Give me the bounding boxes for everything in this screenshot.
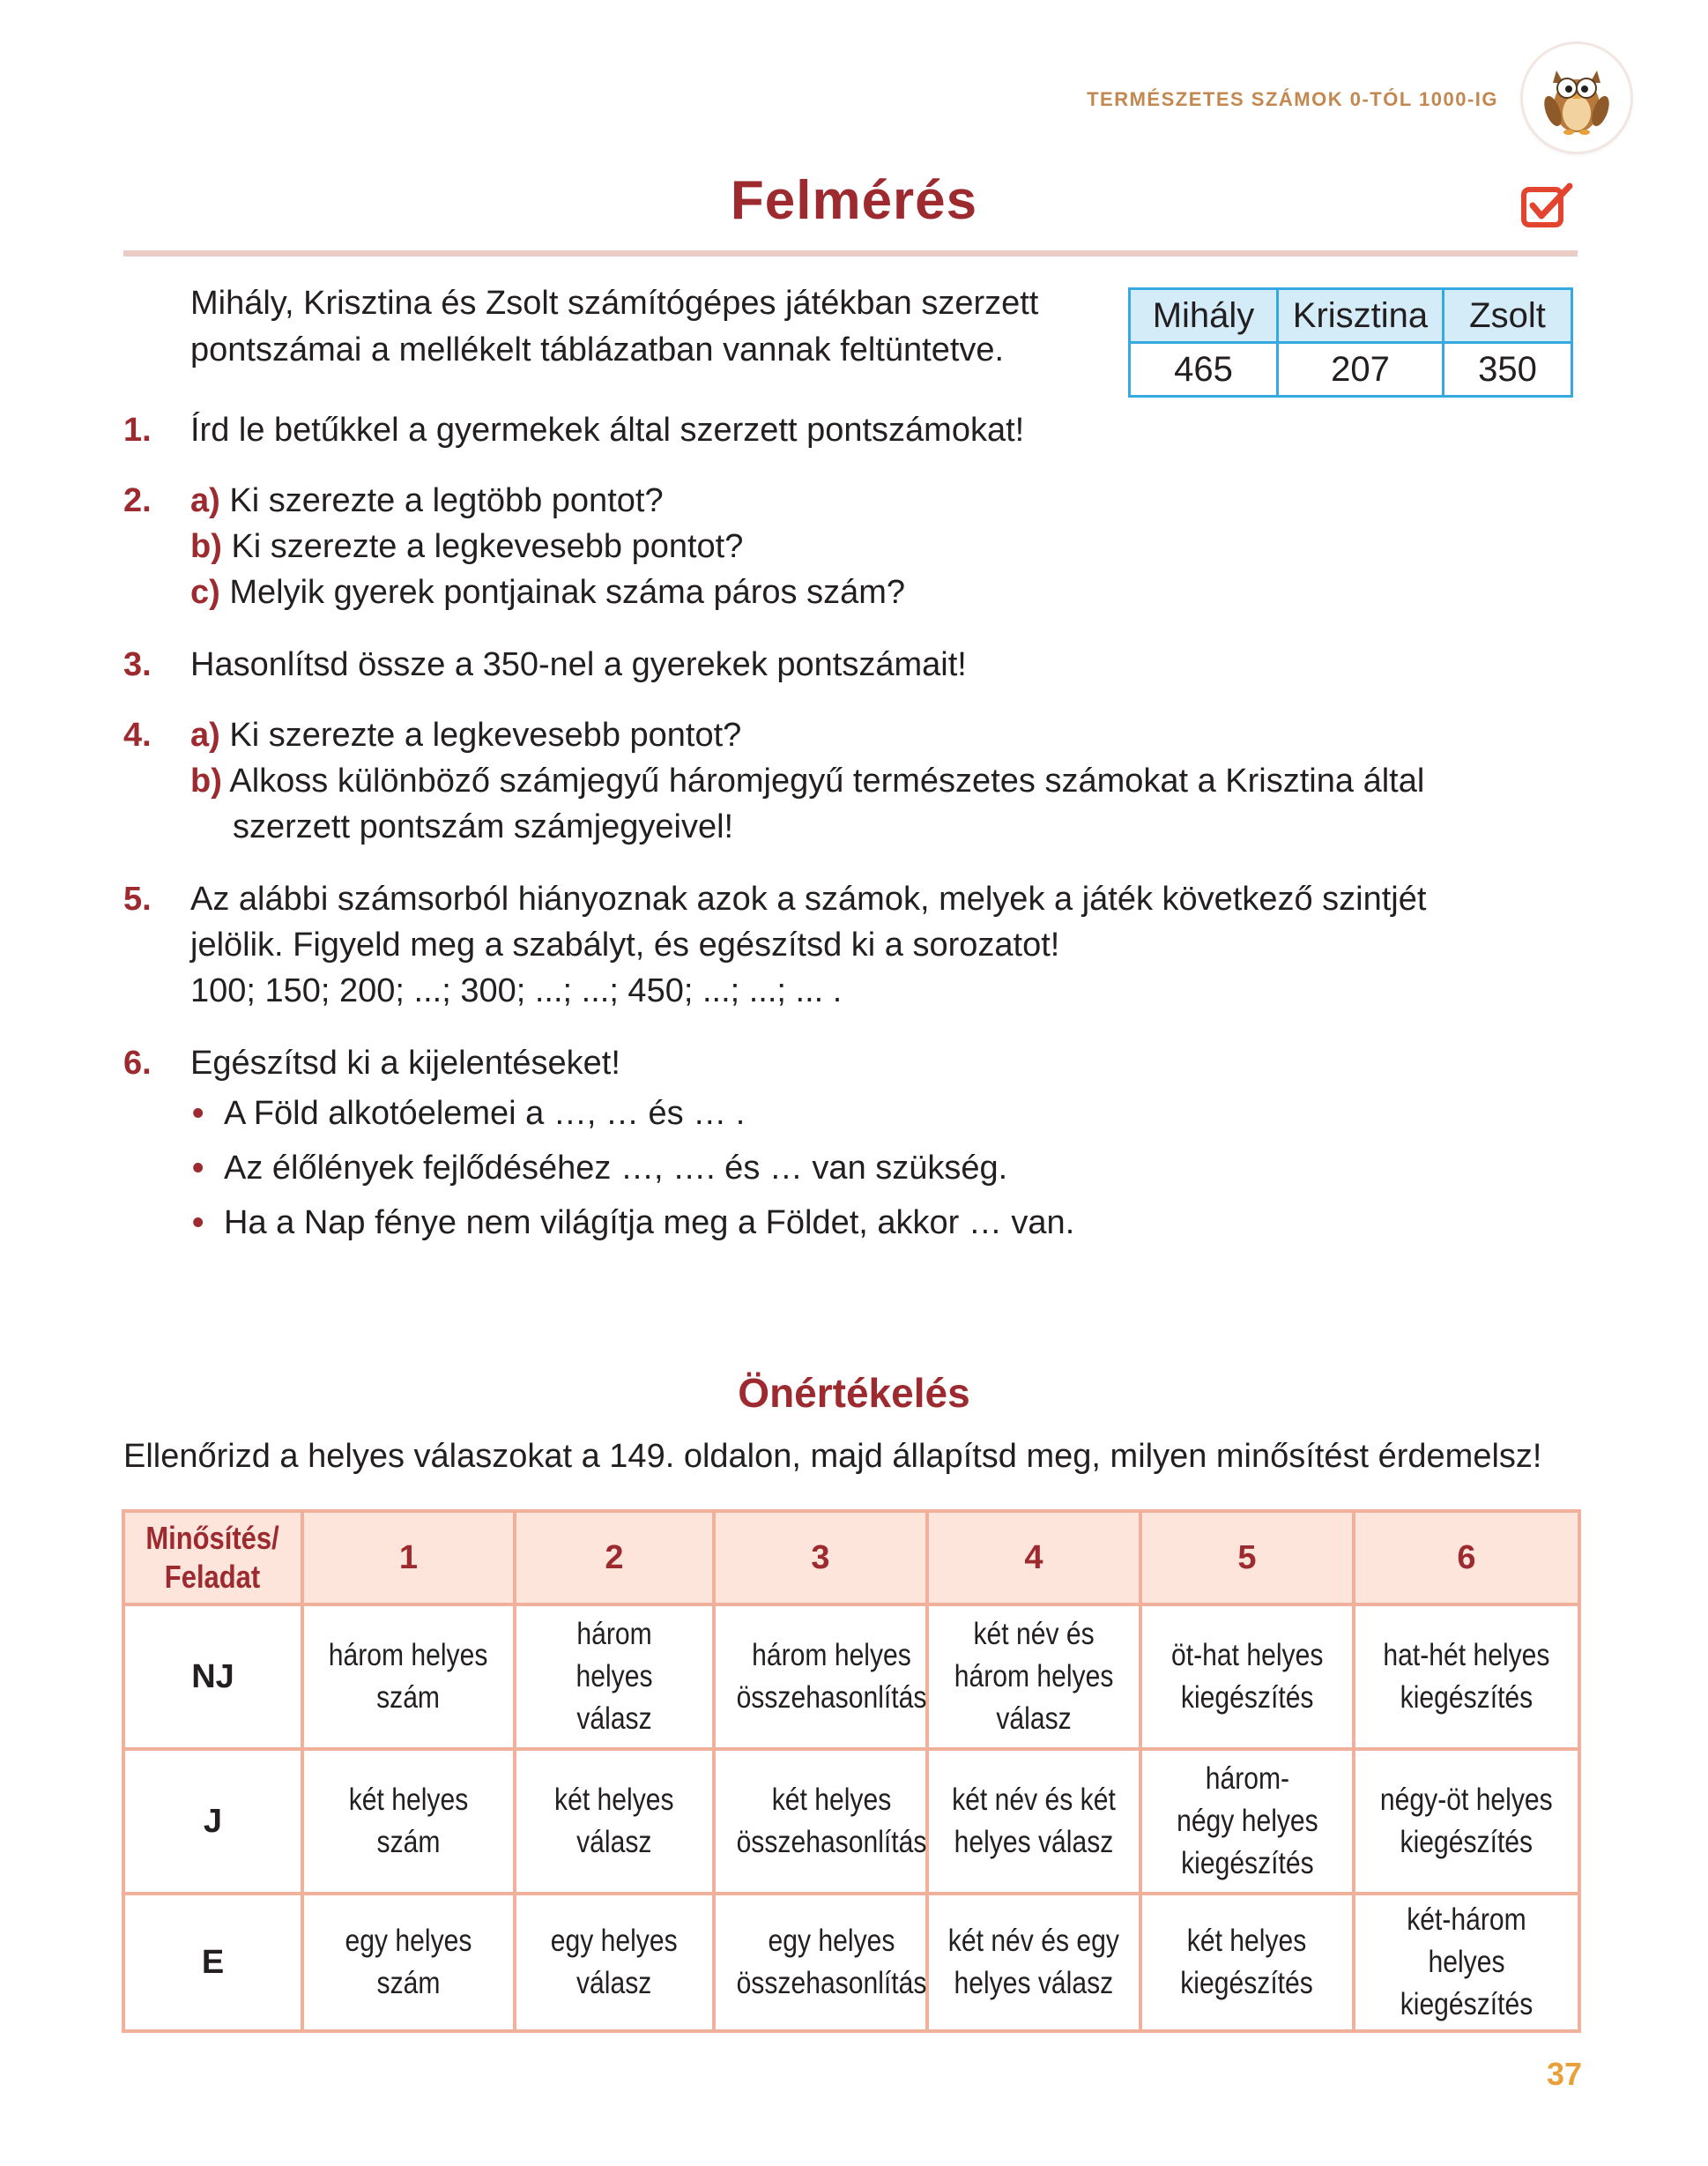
task-text: Egészítsd ki a kijelentéseket!	[190, 1045, 620, 1082]
table-cell: hat-hét helyes kiegészítés	[1354, 1604, 1579, 1749]
column-header: 1	[302, 1511, 515, 1604]
table-cell: három helyes összehasonlítás	[714, 1604, 927, 1749]
table-cell: két helyes kiegészítés	[1140, 1894, 1354, 2031]
score-value-cell: 465	[1130, 343, 1278, 397]
subtask	[190, 524, 1578, 569]
task-text: jelölik. Figyeld meg a szabályt, és egészítsd ki a sorozatot!	[190, 927, 1060, 964]
grade-label: J	[123, 1749, 302, 1894]
bullet-item: • Ha a Nap fénye nem világítja meg a Földet, akkor … van.	[190, 1195, 1578, 1250]
task-number: 6.	[123, 1045, 152, 1082]
grade-label: E	[123, 1894, 302, 2031]
score-value-cell: 350	[1444, 343, 1572, 397]
column-header: 2	[515, 1511, 714, 1604]
subtask-text: Ki szerezte a legtöbb pontot?	[229, 482, 664, 519]
score-table-value-row	[1130, 343, 1572, 397]
subtask-text: szerzett pontszám számjegyeivel!	[233, 808, 734, 845]
assessment-table	[122, 1509, 1581, 2033]
table-cell: egy helyes válasz	[515, 1894, 714, 2031]
subtask-label: b)	[190, 763, 222, 800]
task-2	[123, 478, 1578, 615]
owl-mascot-icon	[1523, 44, 1630, 152]
table-cell: négy-öt helyes kiegészítés	[1354, 1749, 1579, 1894]
page-number: 37	[1546, 2056, 1582, 2092]
subtask	[190, 478, 1578, 524]
table-cell: három helyes válasz	[515, 1604, 714, 1749]
running-head: TERMÉSZETES SZÁMOK 0-TÓL 1000-IG	[1087, 88, 1498, 110]
task-6	[123, 1040, 1578, 1250]
grade-row	[123, 1894, 1579, 2031]
task-number: 3.	[123, 646, 152, 683]
table-cell: két helyes szám	[302, 1749, 515, 1894]
intro-line: Mihály, Krisztina és Zsolt számítógépes játékban szerzett	[190, 285, 1039, 322]
table-cell: egy helyes szám	[302, 1894, 515, 2031]
column-header: 3	[714, 1511, 927, 1604]
bullet-icon: •	[192, 1095, 204, 1132]
table-cell: két név és egy helyes válasz	[927, 1894, 1140, 2031]
subtask-text: Ki szerezte a legkevesebb pontot?	[229, 717, 742, 754]
task-text: Az alábbi számsorból hiányoznak azok a számok, melyek a játék következő szintjét	[190, 881, 1427, 918]
subtask-text: Ki szerezte a legkevesebb pontot?	[231, 528, 744, 565]
score-table-header-row	[1130, 289, 1572, 343]
bullet-item: • Az élőlények fejlődéséhez …, …. és … van szükség.	[190, 1141, 1578, 1195]
intro-line: pontszámai a mellékelt táblázatban vannak feltüntetve.	[190, 331, 1005, 368]
table-cell: két név és két helyes válasz	[927, 1749, 1140, 1894]
bullet-icon: •	[192, 1204, 204, 1241]
checkbox-checked-icon	[1520, 181, 1575, 230]
subtask-text: Alkoss különböző számjegyű háromjegyű természetes számokat a Krisztina által	[229, 763, 1425, 800]
task-number: 2.	[123, 482, 152, 519]
grade-row	[123, 1749, 1579, 1894]
task-number: 4.	[123, 717, 152, 754]
table-cell: öt-hat helyes kiegészítés	[1140, 1604, 1354, 1749]
score-name-cell: Zsolt	[1444, 289, 1572, 343]
table-cell: két helyes válasz	[515, 1749, 714, 1894]
task-text: Írd le betűkkel a gyermekek által szerzett pontszámokat!	[190, 412, 1025, 449]
instruction-text: Ellenőrizd a helyes válaszokat a 149. oldalon, majd állapítsd meg, milyen minősítést érdemelsz!	[123, 1438, 1542, 1475]
task-3	[123, 642, 1578, 688]
column-header: 4	[927, 1511, 1140, 1604]
corner-header: Minősítés/ Feladat	[123, 1511, 302, 1604]
table-cell: egy helyes összehasonlítás	[714, 1894, 927, 2031]
score-name-cell: Krisztina	[1278, 289, 1444, 343]
table-cell: három- négy helyes kiegészítés	[1140, 1749, 1354, 1894]
subtask-label: a)	[190, 482, 220, 519]
section-title: Önértékelés	[738, 1370, 970, 1416]
table-cell: két név és három helyes válasz	[927, 1604, 1140, 1749]
task-number: 1.	[123, 412, 152, 449]
table-cell: két-három helyes kiegészítés	[1354, 1894, 1579, 2031]
title-divider	[123, 250, 1578, 257]
table-cell: két helyes összehasonlítás	[714, 1749, 927, 1894]
subtask-label: a)	[190, 717, 220, 754]
subtask	[190, 758, 1578, 804]
subtask-label: c)	[190, 574, 220, 611]
page-title: Felmérés	[730, 170, 978, 231]
task-number: 5.	[123, 881, 152, 918]
task-text: Hasonlítsd össze a 350-nel a gyerekek pontszámait!	[190, 646, 967, 683]
assessment-header-row	[123, 1511, 1579, 1604]
score-value-cell: 207	[1278, 343, 1444, 397]
subtask	[190, 569, 1578, 615]
task-1	[123, 407, 1578, 453]
subtask	[190, 712, 1578, 758]
task-5	[123, 876, 1578, 1014]
grade-row	[123, 1604, 1579, 1749]
subtask-text: Melyik gyerek pontjainak száma páros szám?	[229, 574, 906, 611]
table-cell: három helyes szám	[302, 1604, 515, 1749]
task-4	[123, 712, 1578, 850]
score-name-cell: Mihály	[1130, 289, 1278, 343]
bullet-item: • A Föld alkotóelemei a …, … és … .	[190, 1086, 1578, 1141]
intro-paragraph	[190, 280, 1116, 374]
subtask-label: b)	[190, 528, 222, 565]
column-header: 5	[1140, 1511, 1354, 1604]
score-table	[1128, 287, 1573, 398]
number-sequence: 100; 150; 200; ...; 300; ...; ...; 450; ...; ...; ... .	[190, 972, 843, 1009]
column-header: 6	[1354, 1511, 1579, 1604]
bullet-icon: •	[192, 1150, 204, 1187]
grade-label: NJ	[123, 1604, 302, 1749]
